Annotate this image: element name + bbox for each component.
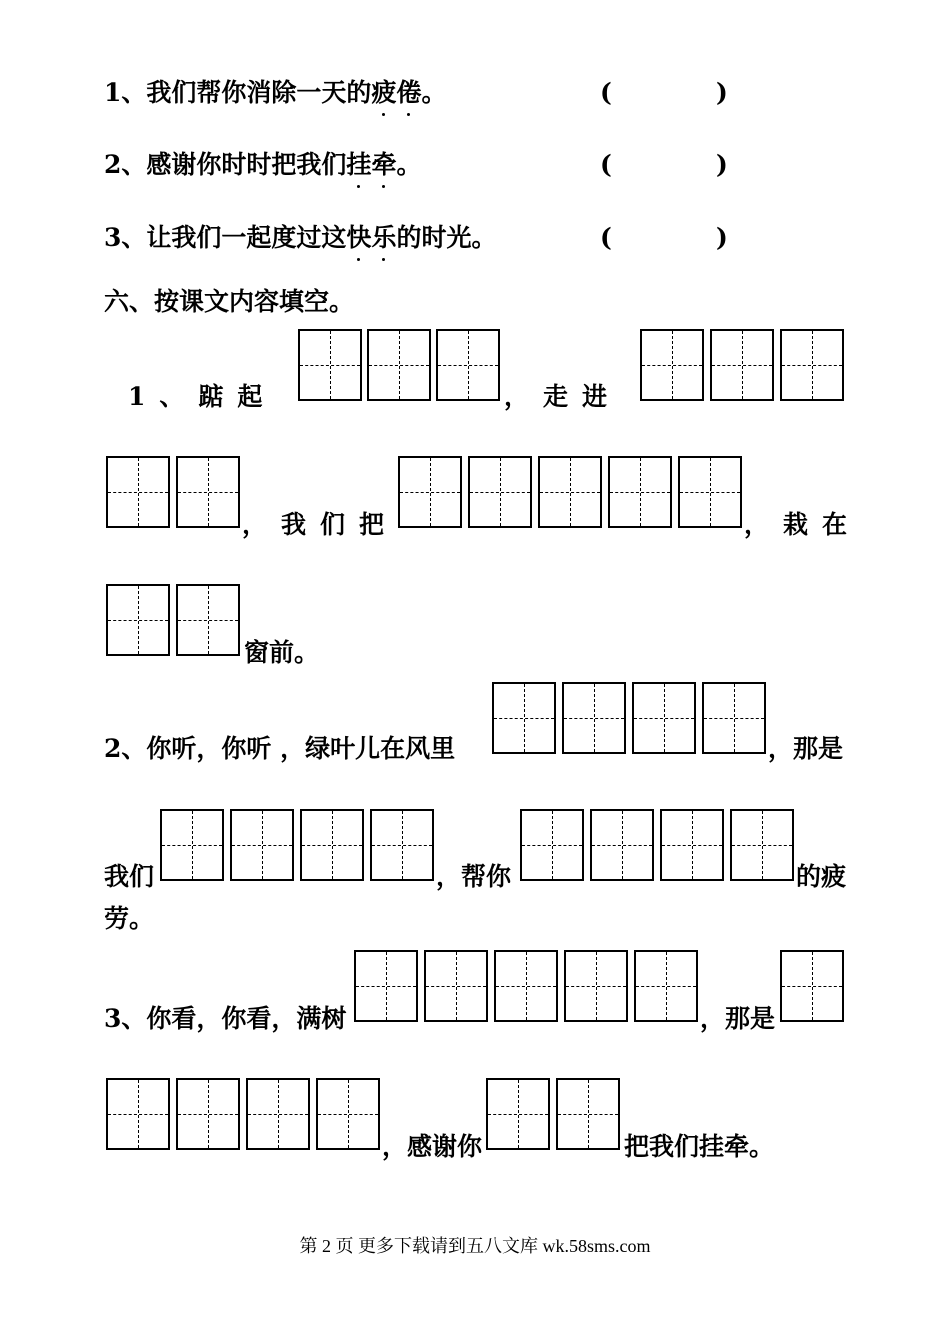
dotted-char: 挂 <box>346 150 372 179</box>
writing-box[interactable] <box>300 809 364 881</box>
writing-box[interactable] <box>710 329 774 401</box>
page-footer: 第 2 页 更多下载请到五八文库 wk.58sms.com <box>299 1236 651 1256</box>
dotted-char: 快 <box>346 223 372 252</box>
writing-box[interactable] <box>176 1078 240 1150</box>
question-2 <box>104 152 421 177</box>
writing-box[interactable] <box>780 329 844 401</box>
dotted-char: 倦 <box>396 78 422 107</box>
writing-box[interactable] <box>640 329 704 401</box>
item-1-text-4: 窗前。 <box>244 638 320 667</box>
item-3-text-2: ，感谢你 <box>382 1132 483 1161</box>
writing-box[interactable] <box>106 456 170 528</box>
item-1-text-1: ，走进 <box>504 382 622 411</box>
writing-box[interactable] <box>486 1078 550 1150</box>
writing-box[interactable] <box>106 584 170 656</box>
answer-paren-open-3: ( <box>600 223 612 252</box>
question-1 <box>104 80 446 105</box>
writing-box[interactable] <box>367 329 431 401</box>
item-3-text-1: ，那是 <box>700 1004 776 1033</box>
answer-paren-close-2: ) <box>716 150 728 179</box>
writing-box[interactable] <box>564 950 628 1022</box>
writing-box[interactable] <box>316 1078 380 1150</box>
item-2-text-4: 的疲 <box>796 862 847 891</box>
item-2-text-2: 我们 <box>104 862 155 891</box>
question-3-number: 3、 <box>104 223 147 252</box>
question-3-text: 让我们一起度过这 <box>146 223 347 252</box>
question-3 <box>104 225 496 250</box>
question-1-text: 我们帮你消除一天的 <box>146 78 372 107</box>
writing-box[interactable] <box>298 329 362 401</box>
item-1-lead: 1、踮起 <box>128 382 277 411</box>
writing-box[interactable] <box>520 809 584 881</box>
writing-box[interactable] <box>494 950 558 1022</box>
item-2-text-1: ，那是 <box>768 734 844 763</box>
writing-box[interactable] <box>106 1078 170 1150</box>
dotted-char: 牵 <box>371 150 397 179</box>
writing-box[interactable] <box>492 682 556 754</box>
answer-paren-close-1: ) <box>716 78 728 107</box>
writing-box[interactable] <box>246 1078 310 1150</box>
item-2-text-5: 劳。 <box>104 904 155 933</box>
answer-paren-open-2: ( <box>600 150 612 179</box>
question-2-text: 感谢你时时把我们 <box>146 150 347 179</box>
writing-box[interactable] <box>678 456 742 528</box>
writing-box[interactable] <box>556 1078 620 1150</box>
dotted-char: 乐 <box>371 223 397 252</box>
writing-box[interactable] <box>608 456 672 528</box>
answer-paren-open-1: ( <box>600 78 612 107</box>
writing-box[interactable] <box>398 456 462 528</box>
item-2-lead: 2、你听，你听 ，绿叶儿在风里 <box>104 734 456 763</box>
answer-paren-close-3: ) <box>716 223 728 252</box>
writing-box[interactable] <box>730 809 794 881</box>
writing-box[interactable] <box>660 809 724 881</box>
writing-box[interactable] <box>780 950 844 1022</box>
writing-box[interactable] <box>632 682 696 754</box>
writing-box[interactable] <box>436 329 500 401</box>
question-2-end: 。 <box>396 150 422 179</box>
writing-box[interactable] <box>538 456 602 528</box>
writing-box[interactable] <box>590 809 654 881</box>
question-3-end: 的时光。 <box>396 223 497 252</box>
question-1-number: 1、 <box>104 78 147 107</box>
writing-box[interactable] <box>176 584 240 656</box>
writing-box[interactable] <box>354 950 418 1022</box>
writing-box[interactable] <box>468 456 532 528</box>
writing-box[interactable] <box>370 809 434 881</box>
writing-box[interactable] <box>230 809 294 881</box>
item-3-lead: 3、你看，你看，满树 <box>104 1004 347 1033</box>
item-3-text-3: 把我们挂牵。 <box>624 1132 775 1161</box>
writing-box[interactable] <box>424 950 488 1022</box>
item-1-text-3: ，栽在 <box>744 510 862 539</box>
writing-box[interactable] <box>634 950 698 1022</box>
item-1-text-2: ，我们把 <box>242 510 399 539</box>
question-2-number: 2、 <box>104 150 147 179</box>
writing-box[interactable] <box>702 682 766 754</box>
question-1-end: 。 <box>421 78 447 107</box>
writing-box[interactable] <box>562 682 626 754</box>
writing-box[interactable] <box>160 809 224 881</box>
item-2-text-3: ，帮你 <box>436 862 512 891</box>
dotted-char: 疲 <box>371 78 397 107</box>
writing-box[interactable] <box>176 456 240 528</box>
section-6-title: 六、按课文内容填空。 <box>104 287 355 316</box>
